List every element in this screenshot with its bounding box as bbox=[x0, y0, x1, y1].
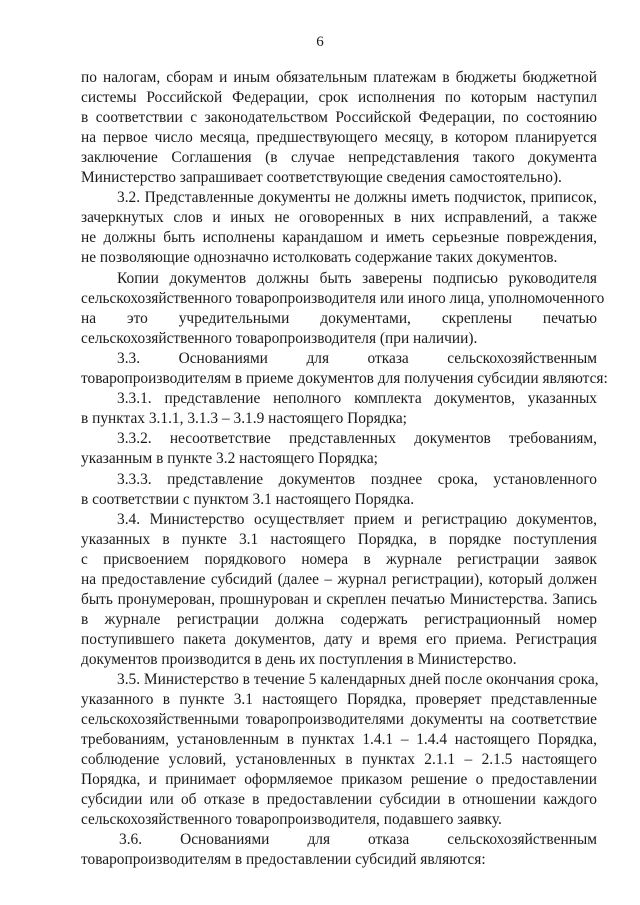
text-line: по налогам, сборам и иным обязательным платежам в бюджеты бюджетной bbox=[81, 69, 597, 86]
text-line: товаропроизводителям в приеме документов для получения субсидии являются: bbox=[81, 370, 608, 387]
text-line: на это учредительными документами, скреплены печатью bbox=[81, 310, 597, 327]
text-line: сельскохозяйственного товаропроизводителя или иного лица, уполномоченного bbox=[81, 290, 605, 307]
text-line: в журнале регистрации должна содержать регистрационный номер bbox=[81, 611, 597, 628]
text-line: документов производится в день их поступления в Министерство. bbox=[81, 651, 517, 668]
text-line: не позволяющие однозначно истолковать содержание таких документов. bbox=[81, 249, 558, 266]
paragraph-start: 3.3.3. представление документов позднее срока, установленного bbox=[117, 471, 597, 488]
paragraph-start: 3.6. Основаниями для отказа сельскохозяйственным bbox=[119, 831, 597, 848]
text-line: в соответствии с законодательством Российской Федерации, по состоянию bbox=[81, 109, 597, 126]
text-line: заключение Соглашения (в случае непредставления такого документа bbox=[81, 149, 597, 166]
text-line: на предоставление субсидий (далее – журнал регистрации), который должен bbox=[81, 571, 597, 588]
text-line: сельскохозяйственного товаропроизводителя (при наличии). bbox=[81, 330, 478, 347]
text-line: товаропроизводителям в предоставлении субсидий являются: bbox=[81, 851, 486, 868]
text-line: требованиям, установленным в пунктах 1.4.1 – 1.4.4 настоящего Порядка, bbox=[81, 731, 597, 748]
text-line: быть пронумерован, прошнурован и скреплен печатью Министерства. Запись bbox=[81, 591, 597, 608]
paragraph-start: 3.5. Министерство в течение 5 календарных дней после окончания срока, bbox=[117, 671, 599, 688]
text-line: Порядка, и принимает оформляемое приказом решение о предоставлении bbox=[81, 771, 597, 788]
text-line: с присвоением порядкового номера в журнале регистрации заявок bbox=[81, 551, 597, 568]
paragraph-start: 3.3. Основаниями для отказа сельскохозяйственным bbox=[117, 350, 597, 367]
text-line: указанного в пункте 3.1 настоящего Порядка, проверяет представленные bbox=[81, 691, 597, 708]
paragraph-start: 3.4. Министерство осуществляет прием и регистрацию документов, bbox=[117, 511, 597, 528]
text-line: соблюдение условий, установленных в пунктах 2.1.1 – 2.1.5 настоящего bbox=[81, 751, 597, 768]
text-line: поступившего пакета документов, дату и время его приема. Регистрация bbox=[81, 631, 597, 648]
text-line: сельскохозяйственного товаропроизводителя, подавшего заявку. bbox=[81, 811, 502, 828]
text-line: сельскохозяйственными товаропроизводителями документы на соответствие bbox=[81, 711, 597, 728]
paragraph-start: 3.2. Представленные документы не должны иметь подчисток, приписок, bbox=[117, 189, 597, 206]
text-line: не должны быть исполнены карандашом и иметь серьезные повреждения, bbox=[81, 229, 597, 246]
text-line: субсидии или об отказе в предоставлении субсидии в отношении каждого bbox=[81, 791, 597, 808]
text-line: указанных в пункте 3.1 настоящего Порядка, в порядке поступления bbox=[81, 531, 597, 548]
text-line: Министерство запрашивает соответствующие сведения самостоятельно). bbox=[81, 169, 562, 186]
text-line: в соответствии с пунктом 3.1 настоящего Порядка. bbox=[81, 491, 415, 508]
text-line: на первое число месяца, предшествующего месяцу, в котором планируется bbox=[81, 129, 597, 146]
text-line: системы Российской Федерации, срок исполнения по которым наступил bbox=[81, 89, 597, 106]
paragraph-start: 3.3.1. представление неполного комплекта документов, указанных bbox=[117, 390, 597, 407]
text-line: в пунктах 3.1.1, 3.1.3 – 3.1.9 настоящего Порядка; bbox=[81, 410, 407, 427]
text-line: зачеркнутых слов и иных не оговоренных в них исправлений, а также bbox=[81, 209, 597, 226]
text-line: указанным в пункте 3.2 настоящего Порядка; bbox=[81, 450, 378, 467]
page-number: 6 bbox=[316, 34, 324, 50]
paragraph-start: Копии документов должны быть заверены подписью руководителя bbox=[117, 270, 597, 287]
paragraph-start: 3.3.2. несоответствие представленных документов требованиям, bbox=[117, 430, 597, 447]
